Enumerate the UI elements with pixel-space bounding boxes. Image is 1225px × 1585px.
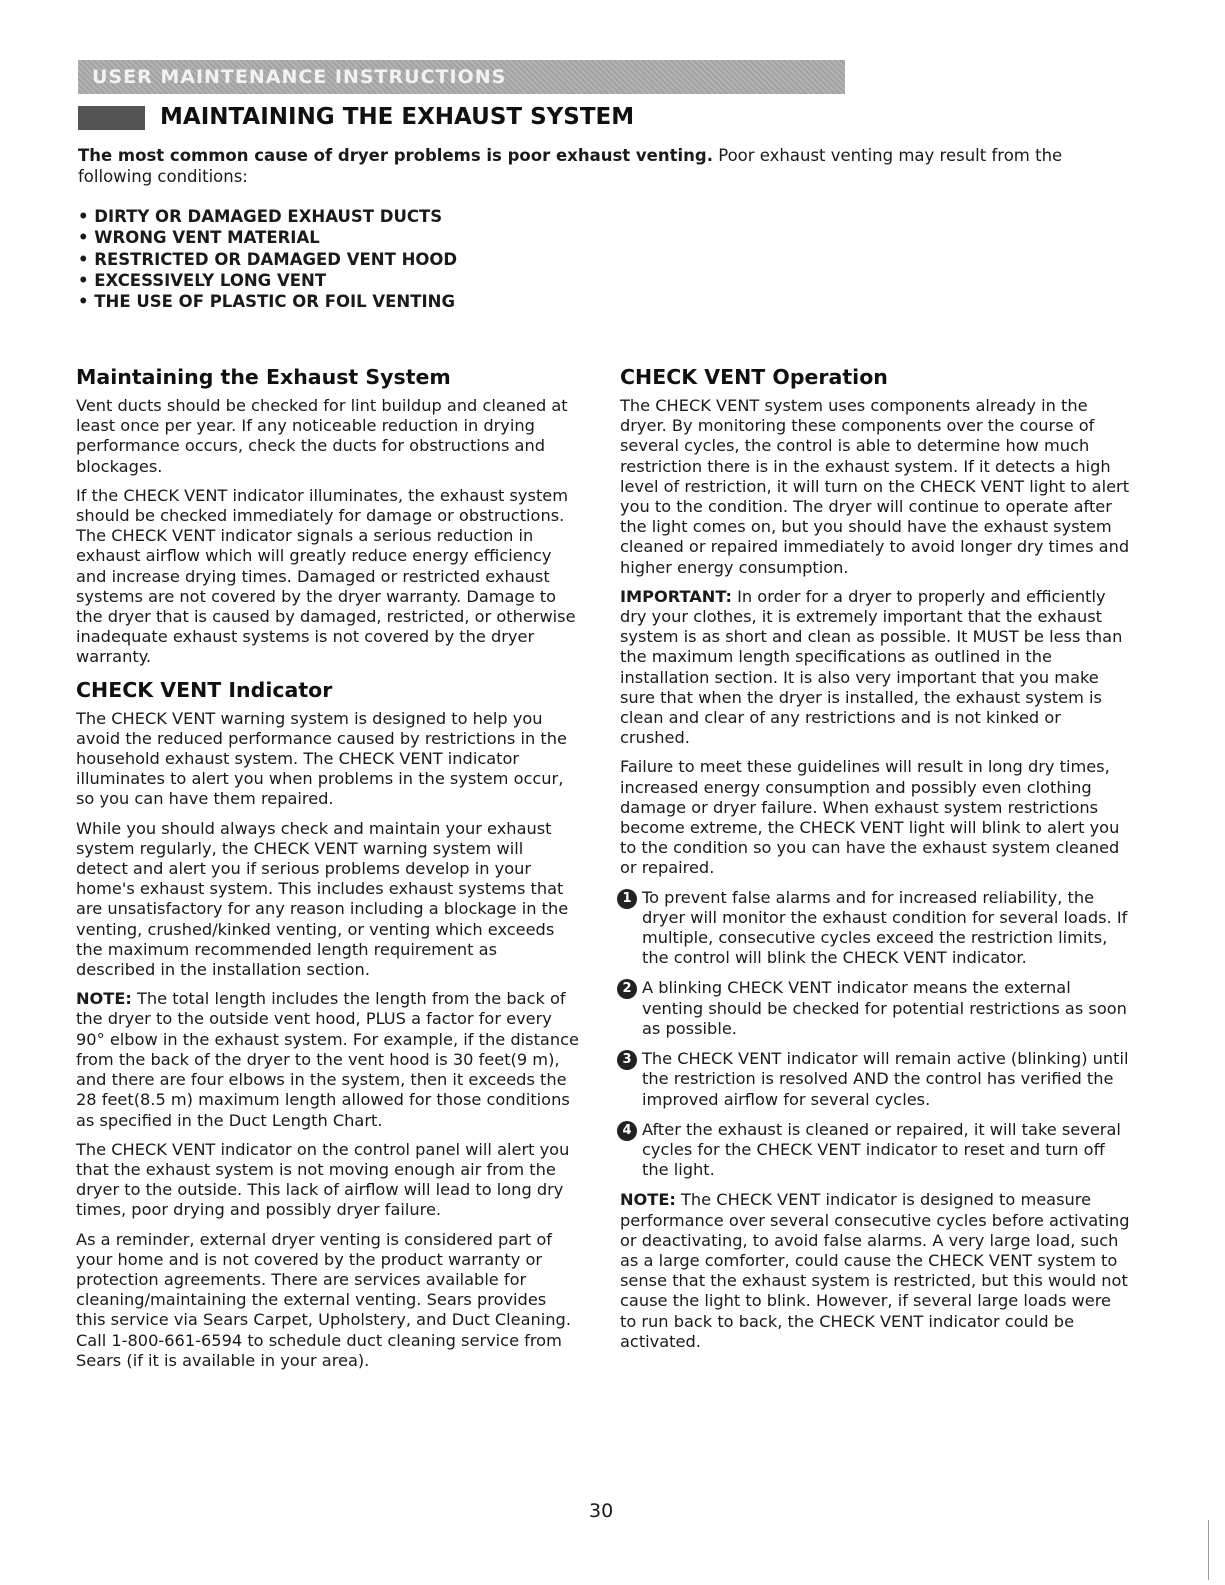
note-text: The total length includes the length from the back of the dryer to the outside vent hood, PLUS a factor for every 90° elbow in the exhaust system. For example, if the distance from the back of the dryer to the vent hood is 30 feet(9 m), and there are four elbows in the system, then it exceeds the 28 feet(8.5 m) maximum length allowed for those conditions as specified in the Duct Length Chart. (76, 989, 579, 1130)
step-item (620, 978, 1132, 1039)
list-item: • THE USE OF PLASTIC OR FOIL VENTING (78, 292, 455, 312)
step-text: To prevent false alarms and for increased reliability, the dryer will monitor the exhaust condition for several loads. If multiple, consecutive cycles exceed the restriction limits, the control will blink the CHECK VENT indicator. (642, 887, 1128, 968)
paragraph: While you should always check and maintain your exhaust system regularly, the CHECK VENT warning system will detect and alert you if serious problems develop in your home's exhaust system. This includes exhaust systems that are unsatisfactory for any reason including a blockage in the venting, crushed/kinked venting, or venting which exceeds the maximum recommended length requirement as described in the installation section. (76, 818, 569, 980)
page-number: 30 (589, 1500, 614, 1522)
intro-lead: The most common cause of dryer problems is poor exhaust venting. (78, 146, 713, 165)
paragraph: The CHECK VENT indicator on the control panel will alert you that the exhaust system is not moving enough air from the dryer to the outside. This lack of airflow will lead to long dry times, poor drying and possibly dryer failure. (76, 1139, 570, 1220)
step-number-icon: 3 (617, 1050, 637, 1070)
paragraph: The CHECK VENT system uses components already in the dryer. By monitoring these components over the course of several cycles, the control is able to determine how much restriction there is in the exhaust system. If it detects a high level of restriction, it will turn on the CHECK VENT light to alert you to the condition. The dryer will continue to operate after the light comes on, but you should have the exhaust system cleaned or repaired immediately to avoid longer dry times and higher energy consumption. (620, 396, 1130, 577)
scan-edge-line (1208, 1520, 1209, 1580)
right-column (620, 364, 1132, 1361)
banner-title: USER MAINTENANCE INSTRUCTIONS (92, 66, 507, 88)
page-title: MAINTAINING THE EXHAUST SYSTEM (160, 104, 635, 130)
step-number-icon: 1 (617, 889, 637, 909)
step-item (620, 1120, 1132, 1181)
intro-paragraph (78, 145, 1078, 187)
heading-check-vent-indicator: CHECK VENT Indicator (76, 677, 333, 702)
list-item: • EXCESSIVELY LONG VENT (78, 270, 327, 290)
important-text: In order for a dryer to properly and efficiently dry your clothes, it is extremely important that the exhaust system is as short and clean as possible. It MUST be less than the maximum length specifications as outlined in the installation section. It is also very important that you make sure that when the dryer is installed, the exhaust system is clean and clear of any restrictions and is not kinked or crushed. (620, 586, 1123, 748)
step-number-icon: 4 (617, 1121, 637, 1141)
paragraph: The CHECK VENT warning system is designed to help you avoid the reduced performance caused by restrictions in the household exhaust system. The CHECK VENT indicator illuminates to alert you when problems in the system occur, so you can have them repaired. (76, 708, 567, 809)
step-text: The CHECK VENT indicator will remain active (blinking) until the restriction is resolved AND the control has verified the improved airflow for several cycles. (642, 1049, 1129, 1109)
note-text: The CHECK VENT indicator is designed to measure performance over several consecutive cycles before activating or deactivating, to avoid false alarms. A very large load, such as a large comforter, could cause the CHECK VENT system to sense that the exhaust system is restricted, but this would not cause the light to blink. However, if several large loads were to run back to back, the CHECK VENT indicator could be activated. (620, 1190, 1130, 1351)
paragraph: As a reminder, external dryer venting is considered part of your home and is not covered by the product warranty or protection agreements. There are services available for cleaning/maintaining the external venting. Sears provides this service via Sears Carpet, Upholstery, and Duct Cleaning. Call 1-800-661-6594 to schedule duct cleaning service from Sears (if it is available in your area). (76, 1229, 571, 1370)
intro-rest: Poor exhaust venting may result from the following conditions: (78, 146, 1063, 186)
note-paragraph (620, 1190, 1132, 1352)
note-paragraph (76, 989, 580, 1130)
step-item (620, 888, 1132, 969)
conditions-list (78, 206, 457, 312)
step-text: After the exhaust is cleaned or repaired, it will take several cycles for the CHECK VENT indicator to reset and turn off the light. (642, 1119, 1121, 1180)
paragraph: If the CHECK VENT indicator illuminates, the exhaust system should be checked immediately for damage or obstructions. The CHECK VENT indicator signals a serious reduction in exhaust airflow which will greatly reduce energy efficiency and increase drying times. Damaged or restricted exhaust systems are not covered by the dryer warranty. Damage to the dryer that is caused by damaged, restricted, or otherwise inadequate exhaust systems is not covered by the dryer warranty. (76, 485, 576, 667)
step-number-icon: 2 (617, 979, 637, 999)
title-marker-block (78, 106, 145, 130)
step-text: A blinking CHECK VENT indicator means the external venting should be checked for potential restrictions as soon as possible. (642, 978, 1127, 1038)
heading-maintaining: Maintaining the Exhaust System (76, 365, 451, 389)
left-column (76, 364, 580, 1380)
important-paragraph (620, 587, 1132, 749)
list-item: • DIRTY OR DAMAGED EXHAUST DUCTS (78, 207, 443, 226)
paragraph: Failure to meet these guidelines will result in long dry times, increased energy consumption and possibly even clothing damage or dryer failure. When exhaust system restrictions become extreme, the CHECK VENT light will blink to alert you to the condition so you can have the exhaust system cleaned or repaired. (620, 757, 1120, 878)
important-label: IMPORTANT: (620, 586, 732, 606)
paragraph: Vent ducts should be checked for lint buildup and cleaned at least once per year. If any noticeable reduction in drying performance occurs, check the ducts for obstructions and blockages. (76, 396, 568, 476)
note-label: NOTE: (620, 1190, 676, 1210)
step-item (620, 1049, 1132, 1110)
list-item: • WRONG VENT MATERIAL (78, 228, 320, 248)
heading-check-vent-operation: CHECK VENT Operation (620, 365, 888, 389)
list-item: • RESTRICTED OR DAMAGED VENT HOOD (78, 249, 458, 269)
note-label: NOTE: (76, 989, 132, 1009)
